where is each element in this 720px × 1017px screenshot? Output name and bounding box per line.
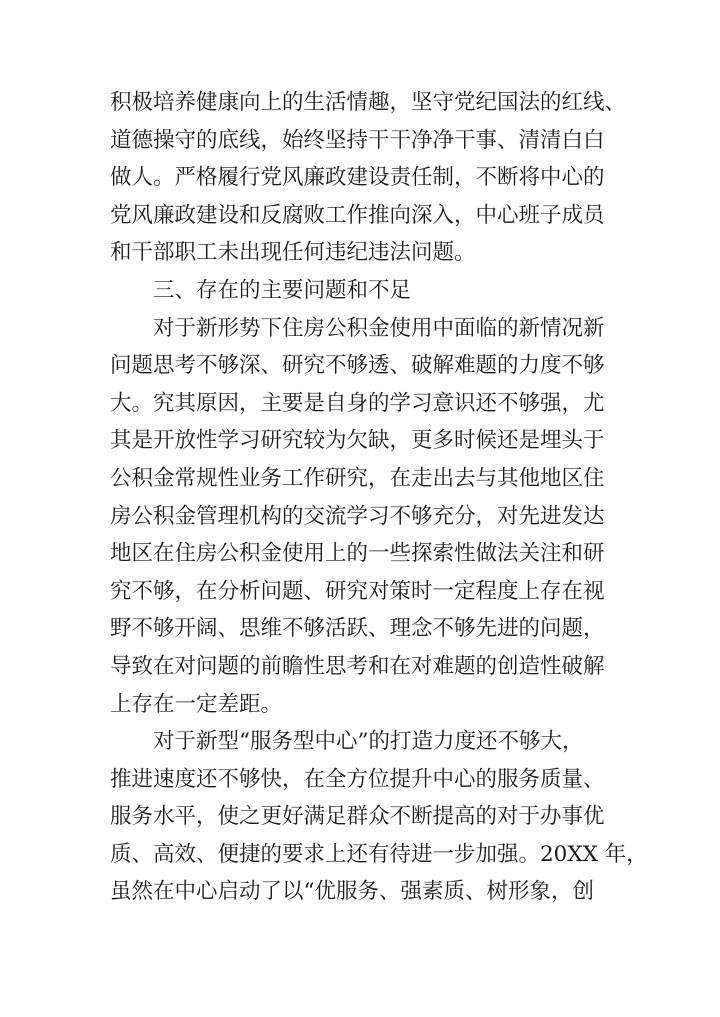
- text-line-21: 质、高效、便捷的要求上还有待进一步加强。20XX 年，: [110, 841, 648, 867]
- text-line-9: 大。究其原因，主要是自身的学习意识还不够强，尤: [110, 390, 605, 416]
- text-line-15: 野不够开阔、思维不够活跃、理念不够先进的问题，: [110, 616, 605, 642]
- text-line-1: 积极培养健康向上的生活情趣，坚守党纪国法的红线、: [110, 90, 627, 115]
- text-line-7: 对于新形势下住房公积金使用中面临的新情况新: [153, 315, 605, 341]
- text-line-14: 究不够，在分析问题、研究对策时一定程度上存在视: [110, 578, 605, 604]
- text-line-3: 做人。严格履行党风廉政建设责任制，不断将中心的: [110, 165, 605, 191]
- text-line-16: 导致在对问题的前瞻性思考和在对难题的创造性破解: [110, 653, 605, 679]
- text-line-11: 公积金常规性业务工作研究，在走出去与其他地区住: [110, 465, 605, 491]
- section-heading: 三、存在的主要问题和不足: [153, 277, 412, 303]
- text-line-5: 和干部职工未出现任何违纪违法问题。: [110, 240, 476, 266]
- text-line-17: 上存在一定差距。: [110, 691, 283, 717]
- text-line-18: 对于新型“服务型中心”的打造力度还不够大，: [153, 729, 584, 755]
- text-line-20: 服务水平，使之更好满足群众不断提高的对于办事优: [110, 804, 605, 830]
- text-line-12: 房公积金管理机构的交流学习不够充分，对先进发达: [110, 503, 605, 529]
- text-line-19: 推进速度还不够快，在全方位提升中心的服务质量、: [110, 766, 605, 792]
- text-line-22: 虽然在中心启动了以“优服务、强素质、树形象，创: [110, 879, 594, 905]
- document-page: [110, 84, 648, 911]
- text-line-4: 党风廉政建设和反腐败工作推向深入，中心班子成员: [110, 202, 605, 228]
- text-line-2: 道德操守的底线，始终坚持干干净净干事、清清白白: [110, 127, 605, 153]
- text-line-13: 地区在住房公积金使用上的一些探索性做法关注和研: [110, 541, 605, 567]
- text-line-10: 其是开放性学习研究较为欠缺，更多时候还是埋头于: [110, 428, 605, 454]
- text-line-8: 问题思考不够深、研究不够透、破解难题的力度不够: [110, 353, 605, 379]
